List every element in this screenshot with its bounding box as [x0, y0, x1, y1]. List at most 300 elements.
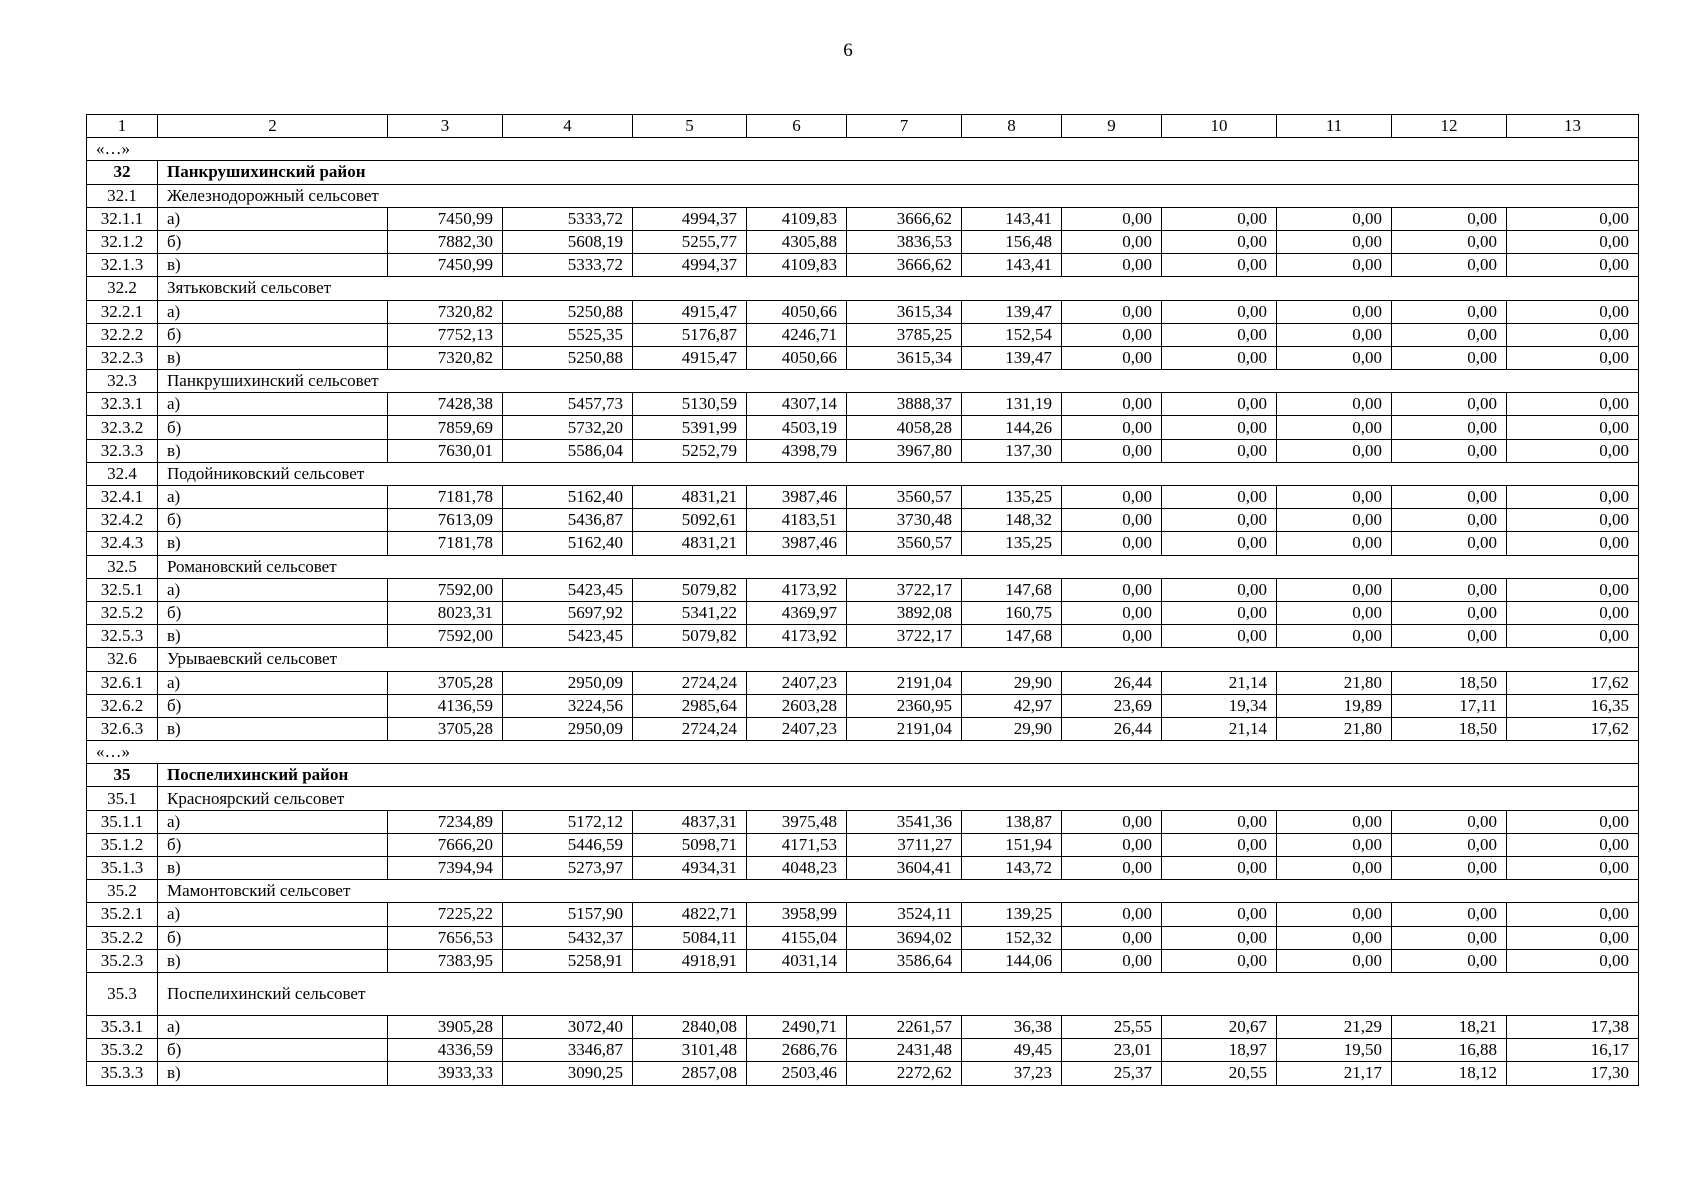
table-row [87, 230, 1639, 253]
value-cell: 0,00 [1507, 509, 1639, 532]
value-cell: 17,30 [1507, 1062, 1639, 1085]
value-cell: 0,00 [1162, 601, 1277, 624]
value-cell: 5608,19 [503, 230, 633, 253]
row-code: 32.5.3 [87, 625, 158, 648]
value-cell: 7320,82 [388, 300, 503, 323]
value-cell: 0,00 [1062, 903, 1162, 926]
value-cell: 5250,88 [503, 300, 633, 323]
value-cell: 5333,72 [503, 207, 633, 230]
row-code: 32.4.3 [87, 532, 158, 555]
value-cell: 3722,17 [847, 578, 962, 601]
value-cell: 4336,59 [388, 1039, 503, 1062]
table-body [87, 115, 1639, 1086]
value-cell: 7225,22 [388, 903, 503, 926]
value-cell: 139,25 [962, 903, 1062, 926]
value-cell: 29,90 [962, 671, 1062, 694]
row-code: 35.2 [87, 880, 158, 903]
value-cell: 135,25 [962, 486, 1062, 509]
value-cell: 4822,71 [633, 903, 747, 926]
value-cell: 0,00 [1392, 230, 1507, 253]
row-label: а) [158, 671, 388, 694]
row-code: 32.6.2 [87, 694, 158, 717]
value-cell: 144,26 [962, 416, 1062, 439]
value-cell: 2490,71 [747, 1015, 847, 1038]
value-cell: 4109,83 [747, 254, 847, 277]
column-header-5: 5 [633, 115, 747, 138]
value-cell: 7666,20 [388, 833, 503, 856]
council-name: Подойниковский сельсовет [158, 462, 1639, 485]
value-cell: 0,00 [1507, 601, 1639, 624]
value-cell: 0,00 [1277, 323, 1392, 346]
table-row [87, 578, 1639, 601]
row-code: 35.3.1 [87, 1015, 158, 1038]
value-cell: 0,00 [1392, 300, 1507, 323]
row-code: 32.6.3 [87, 717, 158, 740]
value-cell: 21,29 [1277, 1015, 1392, 1038]
value-cell: 7592,00 [388, 625, 503, 648]
row-code: 32.2.2 [87, 323, 158, 346]
value-cell: 0,00 [1062, 486, 1162, 509]
value-cell: 0,00 [1507, 393, 1639, 416]
row-code: 32.3.1 [87, 393, 158, 416]
value-cell: 7234,89 [388, 810, 503, 833]
value-cell: 0,00 [1507, 439, 1639, 462]
value-cell: 0,00 [1277, 346, 1392, 369]
value-cell: 0,00 [1277, 254, 1392, 277]
row-code: 32.3.3 [87, 439, 158, 462]
value-cell: 2724,24 [633, 717, 747, 740]
value-cell: 4109,83 [747, 207, 847, 230]
value-cell: 21,14 [1162, 717, 1277, 740]
value-cell: 2985,64 [633, 694, 747, 717]
value-cell: 3967,80 [847, 439, 962, 462]
value-cell: 7656,53 [388, 926, 503, 949]
value-cell: 3711,27 [847, 833, 962, 856]
value-cell: 5176,87 [633, 323, 747, 346]
value-cell: 3888,37 [847, 393, 962, 416]
council-name: Урываевский сельсовет [158, 648, 1639, 671]
value-cell: 17,11 [1392, 694, 1507, 717]
value-cell: 5079,82 [633, 625, 747, 648]
value-cell: 5162,40 [503, 486, 633, 509]
value-cell: 5423,45 [503, 625, 633, 648]
value-cell: 0,00 [1162, 509, 1277, 532]
ellipsis-row [87, 741, 1639, 764]
value-cell: 0,00 [1392, 254, 1507, 277]
value-cell: 18,50 [1392, 717, 1507, 740]
value-cell: 0,00 [1277, 439, 1392, 462]
value-cell: 3524,11 [847, 903, 962, 926]
row-label: в) [158, 439, 388, 462]
value-cell: 0,00 [1392, 323, 1507, 346]
value-cell: 5252,79 [633, 439, 747, 462]
value-cell: 2272,62 [847, 1062, 962, 1085]
column-header-12: 12 [1392, 115, 1507, 138]
table-row [87, 601, 1639, 624]
value-cell: 18,12 [1392, 1062, 1507, 1085]
value-cell: 0,00 [1277, 230, 1392, 253]
value-cell: 0,00 [1062, 346, 1162, 369]
value-cell: 2857,08 [633, 1062, 747, 1085]
row-label: в) [158, 717, 388, 740]
row-label: б) [158, 926, 388, 949]
value-cell: 0,00 [1392, 949, 1507, 972]
value-cell: 0,00 [1162, 625, 1277, 648]
council-name: Железнодорожный сельсовет [158, 184, 1639, 207]
value-cell: 16,35 [1507, 694, 1639, 717]
column-header-13: 13 [1507, 115, 1639, 138]
value-cell: 3694,02 [847, 926, 962, 949]
row-code: 32.5.1 [87, 578, 158, 601]
table-row [87, 857, 1639, 880]
value-cell: 0,00 [1162, 903, 1277, 926]
table-row [87, 439, 1639, 462]
value-cell: 5250,88 [503, 346, 633, 369]
row-label: б) [158, 694, 388, 717]
value-cell: 18,50 [1392, 671, 1507, 694]
council-row [87, 277, 1639, 300]
row-label: а) [158, 810, 388, 833]
value-cell: 4173,92 [747, 578, 847, 601]
value-cell: 0,00 [1062, 810, 1162, 833]
value-cell: 0,00 [1062, 254, 1162, 277]
value-cell: 2431,48 [847, 1039, 962, 1062]
value-cell: 0,00 [1507, 230, 1639, 253]
value-cell: 17,38 [1507, 1015, 1639, 1038]
value-cell: 5697,92 [503, 601, 633, 624]
value-cell: 0,00 [1392, 857, 1507, 880]
row-label: в) [158, 1062, 388, 1085]
row-code: 35.3 [87, 972, 158, 1015]
value-cell: 0,00 [1277, 393, 1392, 416]
value-cell: 0,00 [1162, 833, 1277, 856]
value-cell: 0,00 [1507, 486, 1639, 509]
value-cell: 144,06 [962, 949, 1062, 972]
value-cell: 23,69 [1062, 694, 1162, 717]
row-code: 32.5 [87, 555, 158, 578]
row-code: 32.6.1 [87, 671, 158, 694]
value-cell: 29,90 [962, 717, 1062, 740]
row-label: а) [158, 903, 388, 926]
value-cell: 23,01 [1062, 1039, 1162, 1062]
value-cell: 3958,99 [747, 903, 847, 926]
value-cell: 20,55 [1162, 1062, 1277, 1085]
value-cell: 0,00 [1277, 509, 1392, 532]
row-code: 32.1.1 [87, 207, 158, 230]
row-label: б) [158, 601, 388, 624]
value-cell: 135,25 [962, 532, 1062, 555]
value-cell: 0,00 [1277, 207, 1392, 230]
table-row [87, 903, 1639, 926]
value-cell: 0,00 [1162, 230, 1277, 253]
value-cell: 0,00 [1062, 230, 1162, 253]
region-row [87, 764, 1639, 787]
row-code: 32.4.2 [87, 509, 158, 532]
row-code: 32.4 [87, 462, 158, 485]
value-cell: 0,00 [1392, 903, 1507, 926]
value-cell: 0,00 [1062, 926, 1162, 949]
row-label: б) [158, 323, 388, 346]
value-cell: 3987,46 [747, 532, 847, 555]
value-cell: 0,00 [1162, 949, 1277, 972]
council-row [87, 972, 1639, 1015]
council-name: Мамонтовский сельсовет [158, 880, 1639, 903]
value-cell: 0,00 [1507, 833, 1639, 856]
value-cell: 4369,97 [747, 601, 847, 624]
value-cell: 0,00 [1062, 323, 1162, 346]
value-cell: 2407,23 [747, 717, 847, 740]
value-cell: 16,88 [1392, 1039, 1507, 1062]
row-label: а) [158, 393, 388, 416]
value-cell: 21,80 [1277, 671, 1392, 694]
value-cell: 4136,59 [388, 694, 503, 717]
council-name: Романовский сельсовет [158, 555, 1639, 578]
column-header-3: 3 [388, 115, 503, 138]
row-label: а) [158, 207, 388, 230]
value-cell: 7428,38 [388, 393, 503, 416]
column-header-8: 8 [962, 115, 1062, 138]
row-code: 35.3.2 [87, 1039, 158, 1062]
value-cell: 0,00 [1507, 857, 1639, 880]
value-cell: 4398,79 [747, 439, 847, 462]
value-cell: 0,00 [1162, 578, 1277, 601]
value-cell: 4173,92 [747, 625, 847, 648]
row-code: 32.1.3 [87, 254, 158, 277]
value-cell: 5436,87 [503, 509, 633, 532]
row-code: 32.3 [87, 370, 158, 393]
row-label: в) [158, 346, 388, 369]
value-cell: 3541,36 [847, 810, 962, 833]
value-cell: 152,32 [962, 926, 1062, 949]
value-cell: 2686,76 [747, 1039, 847, 1062]
value-cell: 4994,37 [633, 254, 747, 277]
value-cell: 4503,19 [747, 416, 847, 439]
value-cell: 0,00 [1277, 416, 1392, 439]
value-cell: 143,72 [962, 857, 1062, 880]
value-cell: 3905,28 [388, 1015, 503, 1038]
value-cell: 3705,28 [388, 671, 503, 694]
value-cell: 5586,04 [503, 439, 633, 462]
value-cell: 7613,09 [388, 509, 503, 532]
council-row [87, 648, 1639, 671]
value-cell: 3586,64 [847, 949, 962, 972]
value-cell: 3072,40 [503, 1015, 633, 1038]
value-cell: 16,17 [1507, 1039, 1639, 1062]
row-label: б) [158, 416, 388, 439]
council-row [87, 184, 1639, 207]
value-cell: 3785,25 [847, 323, 962, 346]
value-cell: 5341,22 [633, 601, 747, 624]
value-cell: 0,00 [1277, 532, 1392, 555]
value-cell: 0,00 [1392, 393, 1507, 416]
value-cell: 7752,13 [388, 323, 503, 346]
table-row [87, 717, 1639, 740]
table-row [87, 254, 1639, 277]
value-cell: 160,75 [962, 601, 1062, 624]
row-code: 35.1.3 [87, 857, 158, 880]
value-cell: 4155,04 [747, 926, 847, 949]
value-cell: 0,00 [1277, 578, 1392, 601]
value-cell: 0,00 [1062, 578, 1162, 601]
value-cell: 5172,12 [503, 810, 633, 833]
value-cell: 147,68 [962, 578, 1062, 601]
value-cell: 20,67 [1162, 1015, 1277, 1038]
table-row [87, 532, 1639, 555]
value-cell: 0,00 [1507, 207, 1639, 230]
tariff-table [86, 114, 1639, 1086]
value-cell: 3101,48 [633, 1039, 747, 1062]
council-row [87, 462, 1639, 485]
value-cell: 4183,51 [747, 509, 847, 532]
table-row [87, 300, 1639, 323]
value-cell: 4031,14 [747, 949, 847, 972]
row-code: 32.2.1 [87, 300, 158, 323]
table-row [87, 625, 1639, 648]
table-row [87, 833, 1639, 856]
row-label: в) [158, 857, 388, 880]
value-cell: 0,00 [1062, 625, 1162, 648]
value-cell: 156,48 [962, 230, 1062, 253]
value-cell: 5391,99 [633, 416, 747, 439]
row-label: б) [158, 230, 388, 253]
value-cell: 3604,41 [847, 857, 962, 880]
value-cell: 5098,71 [633, 833, 747, 856]
value-cell: 0,00 [1507, 416, 1639, 439]
value-cell: 0,00 [1277, 810, 1392, 833]
value-cell: 2261,57 [847, 1015, 962, 1038]
value-cell: 2407,23 [747, 671, 847, 694]
value-cell: 19,89 [1277, 694, 1392, 717]
value-cell: 7859,69 [388, 416, 503, 439]
value-cell: 49,45 [962, 1039, 1062, 1062]
value-cell: 4058,28 [847, 416, 962, 439]
value-cell: 5423,45 [503, 578, 633, 601]
region-name: Поспелихинский район [158, 764, 1639, 787]
value-cell: 5092,61 [633, 509, 747, 532]
value-cell: 0,00 [1162, 323, 1277, 346]
council-row [87, 880, 1639, 903]
value-cell: 21,14 [1162, 671, 1277, 694]
table-row [87, 393, 1639, 416]
value-cell: 8023,31 [388, 601, 503, 624]
value-cell: 0,00 [1162, 857, 1277, 880]
page-number: 6 [843, 40, 853, 61]
row-code: 35.2.2 [87, 926, 158, 949]
value-cell: 0,00 [1277, 300, 1392, 323]
value-cell: 139,47 [962, 346, 1062, 369]
table-row [87, 926, 1639, 949]
value-cell: 0,00 [1507, 578, 1639, 601]
value-cell: 0,00 [1062, 833, 1162, 856]
value-cell: 26,44 [1062, 717, 1162, 740]
value-cell: 5157,90 [503, 903, 633, 926]
value-cell: 0,00 [1162, 207, 1277, 230]
value-cell: 0,00 [1162, 810, 1277, 833]
value-cell: 3722,17 [847, 625, 962, 648]
value-cell: 148,32 [962, 509, 1062, 532]
value-cell: 0,00 [1507, 625, 1639, 648]
value-cell: 4307,14 [747, 393, 847, 416]
row-label: в) [158, 949, 388, 972]
value-cell: 4837,31 [633, 810, 747, 833]
value-cell: 5258,91 [503, 949, 633, 972]
table-row [87, 509, 1639, 532]
value-cell: 0,00 [1507, 949, 1639, 972]
table-row [87, 207, 1639, 230]
value-cell: 0,00 [1392, 439, 1507, 462]
value-cell: 0,00 [1392, 625, 1507, 648]
value-cell: 4305,88 [747, 230, 847, 253]
value-cell: 0,00 [1162, 486, 1277, 509]
row-label: б) [158, 509, 388, 532]
row-code: 35.1 [87, 787, 158, 810]
council-name: Зятьковский сельсовет [158, 277, 1639, 300]
row-code: 32.3.2 [87, 416, 158, 439]
value-cell: 7450,99 [388, 254, 503, 277]
value-cell: 3224,56 [503, 694, 633, 717]
ellipsis-cell: «…» [87, 138, 1639, 161]
row-label: в) [158, 625, 388, 648]
value-cell: 25,37 [1062, 1062, 1162, 1085]
value-cell: 4831,21 [633, 486, 747, 509]
value-cell: 0,00 [1062, 300, 1162, 323]
value-cell: 0,00 [1162, 926, 1277, 949]
row-label: в) [158, 532, 388, 555]
row-code: 32.2 [87, 277, 158, 300]
value-cell: 4171,53 [747, 833, 847, 856]
council-name: Красноярский сельсовет [158, 787, 1639, 810]
column-header-10: 10 [1162, 115, 1277, 138]
value-cell: 0,00 [1062, 207, 1162, 230]
row-code: 35.1.1 [87, 810, 158, 833]
value-cell: 7320,82 [388, 346, 503, 369]
table-row [87, 1039, 1639, 1062]
value-cell: 2950,09 [503, 671, 633, 694]
value-cell: 36,38 [962, 1015, 1062, 1038]
value-cell: 4246,71 [747, 323, 847, 346]
column-header-4: 4 [503, 115, 633, 138]
value-cell: 0,00 [1162, 254, 1277, 277]
row-label: а) [158, 578, 388, 601]
value-cell: 0,00 [1392, 833, 1507, 856]
row-code: 32.5.2 [87, 601, 158, 624]
value-cell: 0,00 [1062, 532, 1162, 555]
value-cell: 139,47 [962, 300, 1062, 323]
council-name: Поспелихинский сельсовет [158, 972, 388, 1015]
value-cell: 2603,28 [747, 694, 847, 717]
value-cell: 4050,66 [747, 346, 847, 369]
value-cell: 5273,97 [503, 857, 633, 880]
value-cell: 4915,47 [633, 300, 747, 323]
row-code: 32.2.3 [87, 346, 158, 369]
row-code: 35.1.2 [87, 833, 158, 856]
value-cell: 143,41 [962, 254, 1062, 277]
value-cell: 5084,11 [633, 926, 747, 949]
value-cell: 7394,94 [388, 857, 503, 880]
value-cell: 4048,23 [747, 857, 847, 880]
table-row [87, 486, 1639, 509]
value-cell: 3836,53 [847, 230, 962, 253]
row-label: б) [158, 833, 388, 856]
column-header-1: 1 [87, 115, 158, 138]
value-cell: 0,00 [1062, 509, 1162, 532]
value-cell: 0,00 [1277, 926, 1392, 949]
value-cell: 0,00 [1392, 416, 1507, 439]
value-cell: 17,62 [1507, 671, 1639, 694]
table-row [87, 1062, 1639, 1085]
value-cell: 3615,34 [847, 300, 962, 323]
value-cell: 18,21 [1392, 1015, 1507, 1038]
